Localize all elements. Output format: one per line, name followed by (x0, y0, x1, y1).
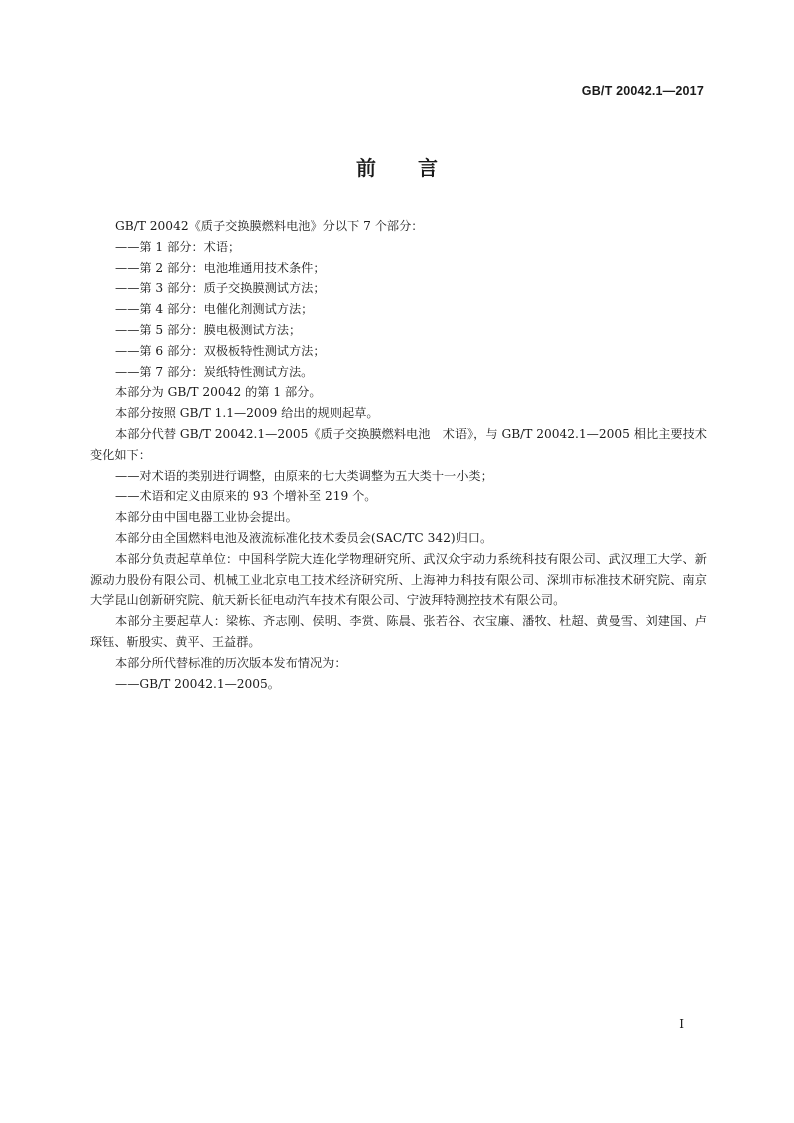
page-title: 前言 (356, 156, 480, 180)
proposed-by-paragraph: 本部分由中国电器工业协会提出。 (115, 510, 298, 525)
is-part-paragraph: 本部分为 GB/T 20042 的第 1 部分。 (115, 385, 322, 400)
change-list-item: ——对术语的类别进行调整，由原来的七大类调整为五大类十一小类； (115, 468, 493, 483)
standard-code-header: GB/T 20042.1—2017 (581, 84, 704, 98)
replaces-paragraph: 本部分代替 GB/T 20042.1—2005《质子交换膜燃料电池 术语》，与 GB/T 20042.1—2005 相比主要技术变化如下： (90, 426, 707, 462)
part-list-item: ——第 3 部分：质子交换膜测试方法； (115, 281, 326, 296)
part-list-item: ——第 4 部分：电催化剂测试方法； (115, 302, 314, 317)
drafting-units-paragraph: 本部分负责起草单位：中国科学院大连化学物理研究所、武汉众宇动力系统科技有限公司、武汉理工大学、新源动力股份有限公司、机械工业北京电工技术经济研究所、上海神力科技有限公司、深圳市标准技术研究院、南京大学昆山创新研究院、航天新长征电动汽车技术有限公司、宁波拜特测控技术有限公司。 (90, 551, 707, 608)
history-list-item: ——GB/T 20042.1—2005。 (115, 676, 280, 691)
foreword-body (90, 216, 707, 694)
drafters-paragraph: 本部分主要起草人：梁栋、齐志刚、侯明、李赏、陈晨、张若谷、衣宝廉、潘牧、杜超、黄曼雪、刘建国、卢琛钰、靳殷实、黄平、王益群。 (90, 614, 707, 649)
part-list-item: ——第 5 部分：膜电极测试方法； (115, 322, 302, 337)
drafting-rules-paragraph: 本部分按照 GB/T 1.1—2009 给出的规则起草。 (115, 406, 379, 421)
jurisdiction-paragraph: 本部分由全国燃料电池及液流标准化技术委员会(SAC/TC 342)归口。 (115, 530, 493, 545)
page-number: I (679, 1017, 684, 1031)
part-list-item: ——第 7 部分：炭纸特性测试方法。 (115, 364, 314, 379)
part-list-item: ——第 1 部分：术语； (115, 239, 241, 254)
change-list-item: ——术语和定义由原来的 93 个增补至 219 个。 (115, 489, 377, 504)
part-list-item: ——第 6 部分：双极板特性测试方法； (115, 343, 326, 358)
part-list-item: ——第 2 部分：电池堆通用技术条件； (115, 260, 326, 275)
intro-paragraph: GB/T 20042《质子交换膜燃料电池》分以下 7 个部分： (115, 219, 424, 233)
history-intro-paragraph: 本部分所代替标准的历次版本发布情况为： (115, 655, 347, 670)
